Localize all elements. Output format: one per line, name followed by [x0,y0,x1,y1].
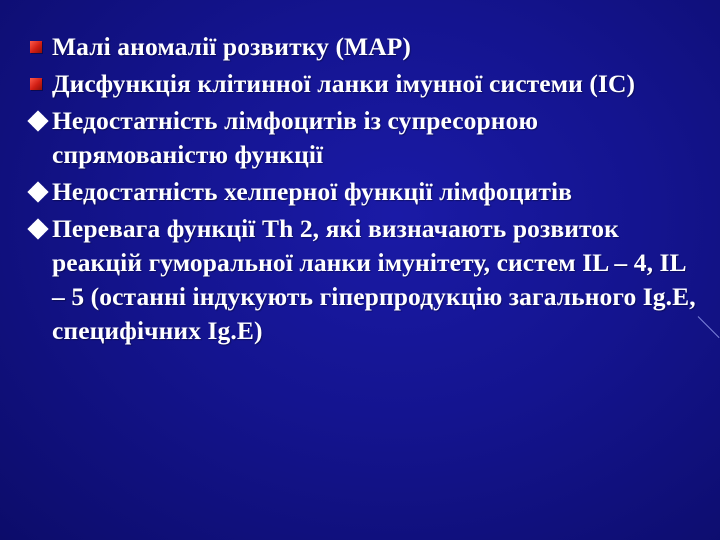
red-square-bullet-icon [28,30,52,64]
list-item-text: Малі аномалії розвитку (МАР) [52,32,412,61]
red-square-bullet-icon [28,67,52,101]
diamond-bullet-icon [28,104,52,138]
list-item-text: Перевага функції Th 2, які визначають розвиток реакцій гуморальної ланки імунітету, систем IL – 4, IL – 5 (останні індукують гіперпродукцію загального Ig.E, специфічних Ig.E) [52,214,696,345]
list-item [28,104,698,172]
decorative-line [698,316,720,338]
list-item-text: Недостатність лімфоцитів із супресорною спрямованістю функції [52,106,539,169]
list-item [28,175,698,209]
list-item-text: Недостатність хелперної функції лімфоцитів [52,177,573,206]
list-item [28,30,698,64]
bullet-list [28,30,698,351]
list-item-text: Дисфункція клітинної ланки імунної системи (ІС) [52,69,636,98]
list-item [28,212,698,348]
list-item [28,67,698,101]
diamond-bullet-icon [28,212,52,246]
diamond-bullet-icon [28,175,52,209]
